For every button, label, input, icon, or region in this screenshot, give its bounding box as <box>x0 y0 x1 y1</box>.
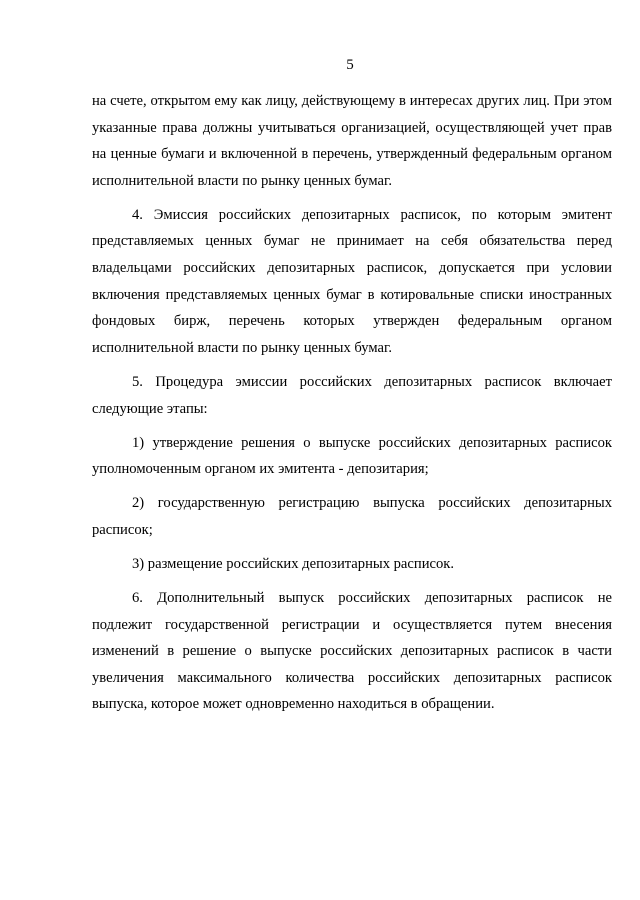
page-number: 5 <box>346 57 354 73</box>
list-item-2: 2) государственную регистрацию выпуска российских депозитарных расписок; <box>92 495 612 538</box>
paragraph-continuation: на счете, открытом ему как лицу, действующему в интересах других лиц. При этом указанные права должны учитываться организацией, осуществляющей учет прав на ценные бумаги и включенной в перечень, утвержденный федеральным органом исполнительной власти по рынку ценных бумаг. <box>92 93 612 189</box>
list-item-3: 3) размещение российских депозитарных расписок. <box>132 556 455 572</box>
list-item-1: 1) утверждение решения о выпуске российских депозитарных расписок уполномоченным органом их эмитента - депозитария; <box>92 434 612 478</box>
paragraph-item-4: 4. Эмиссия российских депозитарных расписок, по которым эмитент представляемых ценных бумаг не принимает на себя обязательства перед владельцами российских депозитарных расписок, допускается при условии включения представляемых ценных бумаг в котировальные списки иностранных фондовых бирж, перечень которых утвержден федеральным органом исполнительной власти по рынку ценных бумаг. <box>92 206 612 356</box>
paragraph-item-6: 6. Дополнительный выпуск российских депозитарных расписок не подлежит государственной регистрации и осуществляется путем внесения изменений в решение о выпуске российских депозитарных расписок в части увеличения максимального количества российских депозитарных расписок выпуска, которое может одновременно находиться в обращении. <box>92 590 612 713</box>
paragraph-item-5: 5. Процедура эмиссии российских депозитарных расписок включает следующие этапы: <box>92 373 612 417</box>
document-body <box>92 88 612 718</box>
